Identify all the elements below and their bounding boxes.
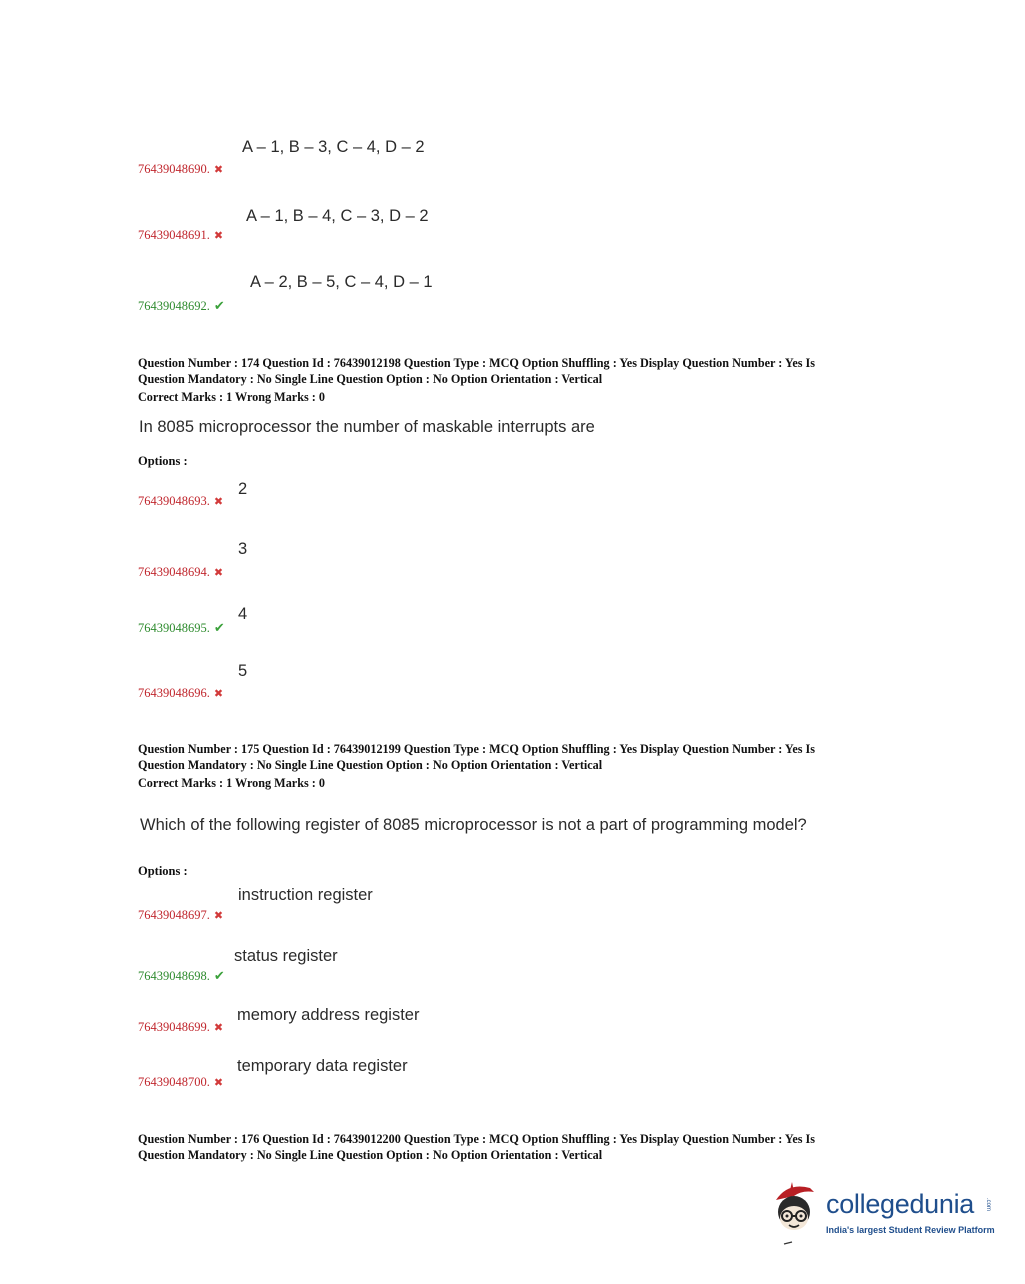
option-id-label: 76439048699. (138, 1020, 210, 1034)
wrong-mark-icon: ✖ (213, 910, 224, 922)
meta-line: Question Mandatory : No Single Line Question Option : No Option Orientation : Vertical (138, 757, 603, 772)
option-id-label: 76439048690. (138, 162, 210, 176)
question-meta-174 (138, 356, 815, 406)
option-id (138, 1075, 223, 1090)
option-id (138, 620, 225, 636)
option-text: memory address register (237, 1006, 420, 1024)
meta-line: Question Mandatory : No Single Line Question Option : No Option Orientation : Vertical (138, 1147, 603, 1162)
option-id (138, 565, 223, 580)
option-id-label: 76439048698. (138, 969, 210, 983)
option-text: A – 1, B – 4, C – 3, D – 2 (246, 207, 429, 225)
option-text: status register (234, 947, 338, 965)
meta-line: Question Mandatory : No Single Line Question Option : No Option Orientation : Vertical (138, 371, 603, 386)
option-text: temporary data register (237, 1057, 408, 1075)
collegedunia-logo (768, 1178, 998, 1248)
option-id-label: 76439048697. (138, 908, 210, 922)
wrong-mark-icon: ✖ (213, 1077, 224, 1089)
logo-suffix: .com (985, 1198, 991, 1212)
logo-name: collegedunia (826, 1189, 975, 1219)
option-id (138, 494, 223, 509)
wrong-mark-icon: ✖ (213, 688, 224, 700)
question-meta-175 (138, 742, 815, 792)
option-text: 2 (238, 480, 248, 498)
check-mark-icon: ✔ (213, 620, 225, 635)
wrong-mark-icon: ✖ (213, 567, 224, 579)
option-text: 5 (238, 662, 248, 680)
option-id-label: 76439048694. (138, 565, 210, 579)
question-text-174: In 8085 microprocessor the number of maskable interrupts are (139, 418, 595, 436)
option-id (138, 162, 223, 177)
wrong-mark-icon: ✖ (213, 1022, 224, 1034)
option-id (138, 686, 223, 701)
wrong-mark-icon: ✖ (213, 496, 224, 508)
option-text: instruction register (238, 886, 373, 904)
wrong-mark-icon: ✖ (213, 230, 224, 242)
meta-marks: Correct Marks : 1 Wrong Marks : 0 (138, 390, 325, 404)
options-label: Options : (138, 864, 188, 878)
option-id (138, 298, 225, 314)
wrong-mark-icon: ✖ (213, 164, 224, 176)
option-text: 3 (238, 540, 248, 558)
logo-tagline: India's largest Student Review Platform (826, 1225, 995, 1235)
option-id-label: 76439048700. (138, 1075, 210, 1089)
meta-marks: Correct Marks : 1 Wrong Marks : 0 (138, 776, 325, 790)
option-text: A – 2, B – 5, C – 4, D – 1 (250, 273, 433, 291)
meta-line: Question Number : 175 Question Id : 76439012199 Question Type : MCQ Option Shuffling : Yes Display Question Number : Yes Is (138, 742, 816, 756)
meta-line: Question Number : 176 Question Id : 76439012200 Question Type : MCQ Option Shuffling : Yes Display Question Number : Yes Is (138, 1132, 816, 1146)
options-label: Options : (138, 454, 188, 468)
question-meta-176 (138, 1132, 815, 1163)
option-text: 4 (238, 605, 248, 623)
question-text-175: Which of the following register of 8085 microprocessor is not a part of programming model? (140, 816, 807, 834)
option-id-label: 76439048691. (138, 228, 210, 242)
option-id-label: 76439048693. (138, 494, 210, 508)
option-id-label: 76439048696. (138, 686, 210, 700)
option-id (138, 908, 223, 923)
option-id (138, 1020, 223, 1035)
mascot-icon (768, 1178, 824, 1248)
option-id (138, 228, 223, 243)
option-id-label: 76439048695. (138, 621, 210, 635)
meta-line: Question Number : 174 Question Id : 76439012198 Question Type : MCQ Option Shuffling : Yes Display Question Number : Yes Is (138, 356, 816, 370)
check-mark-icon: ✔ (213, 968, 225, 983)
option-text: A – 1, B – 3, C – 4, D – 2 (242, 138, 425, 156)
option-id (138, 968, 225, 984)
option-id-label: 76439048692. (138, 299, 210, 313)
check-mark-icon: ✔ (213, 298, 225, 313)
